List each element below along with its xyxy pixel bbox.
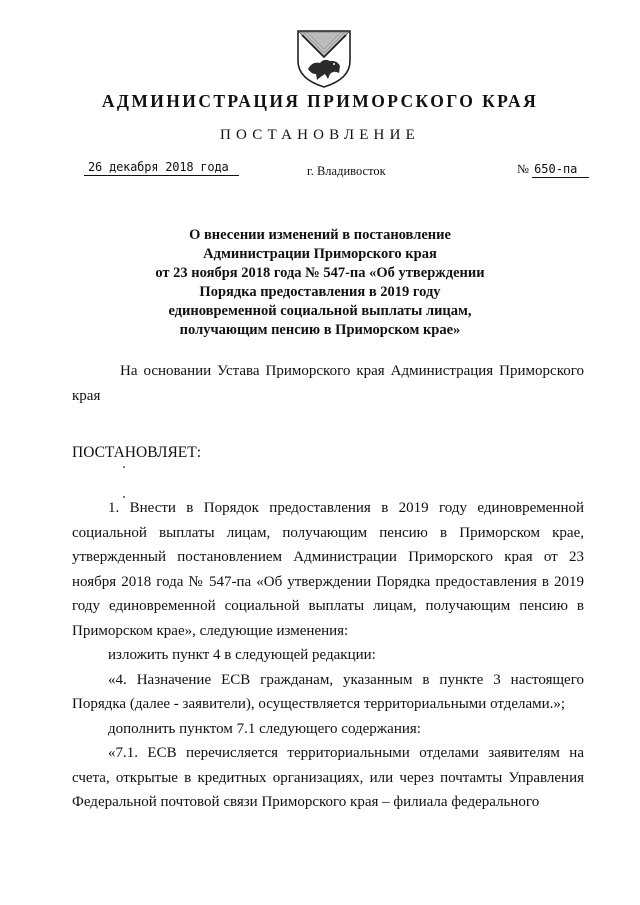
subject-line: О внесении изменений в постановление — [189, 227, 451, 243]
document-body — [72, 496, 584, 815]
subject-line: Порядка предоставления в 2019 году — [199, 284, 441, 300]
document-number — [517, 162, 589, 177]
shield-emblem-graphic — [294, 27, 354, 89]
subject-line: единовременной социальной выплаты лицам, — [168, 303, 472, 319]
body-paragraph: изложить пункт 4 в следующей редакции: — [108, 647, 376, 663]
document-type: ПОСТАНОВЛЕНИЕ — [220, 127, 420, 143]
document-city: г. Владивосток — [307, 164, 386, 178]
subject-line: получающим пенсию в Приморском крае» — [179, 322, 461, 338]
subject-line: от 23 ноября 2018 года № 547-па «Об утверждении — [155, 265, 485, 281]
scan-speck — [123, 466, 125, 468]
document-date: 26 декабря 2018 года — [84, 160, 239, 176]
coat-of-arms-icon — [294, 27, 354, 89]
body-paragraph: «4. Назначение ЕСВ гражданам, указанным в пункте 3 настоящего Порядка (далее - заявители), осуществляется территориальными отделами.»; — [72, 671, 584, 712]
organization-name: АДМИНИСТРАЦИЯ ПРИМОРСКОГО КРАЯ — [101, 91, 539, 111]
document-subject — [120, 226, 520, 340]
number-value: 650-па — [532, 162, 589, 178]
body-paragraph: 1. Внести в Порядок предоставления в 2019 году единовременной социальной выплаты лицам, получающим пенсию в Приморском крае, утвержденный постановлением Администрации Приморского края от 23 ноября 2018 года № 547-па «Об утверждении Порядка предоставления в 2019 году единовременной социальной выплаты лицам, получающим пенсию в Приморском крае», следующие изменения: — [72, 500, 584, 639]
body-paragraph: дополнить пунктом 7.1 следующего содержания: — [108, 720, 421, 737]
number-prefix: № — [517, 162, 529, 176]
body-paragraph: «7.1. ЕСВ перечисляется территориальными отделами заявителям на счета, открытые в кредитных организациях, или через почтамты Управления Федеральной почтовой связи Приморского края – филиала федерального — [72, 745, 584, 810]
subject-line: Администрации Приморского края — [203, 246, 437, 262]
preamble-text: На основании Устава Приморского края Администрация Приморского края — [72, 363, 584, 404]
decree-word: ПОСТАНОВЛЯЕТ: — [72, 444, 202, 461]
